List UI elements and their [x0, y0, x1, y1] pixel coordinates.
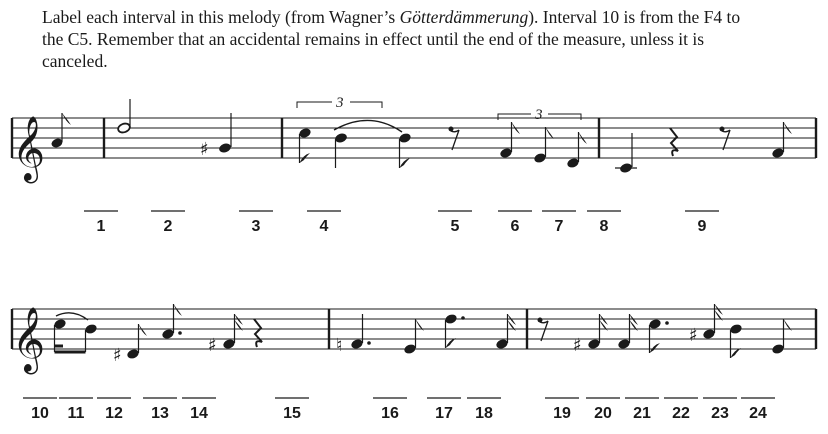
- interval-number-label: 23: [711, 405, 729, 422]
- sharp-icon: ♯: [200, 139, 209, 160]
- interval-number-label: 7: [554, 218, 564, 235]
- interval-number-label: 3: [251, 218, 261, 235]
- sharp-icon: ♯: [689, 325, 698, 346]
- opera-title: Götterdämmerung: [399, 7, 529, 27]
- interval-number-label: 18: [475, 405, 493, 422]
- triplet-number: 3: [535, 107, 543, 123]
- interval-number-label: 11: [67, 405, 85, 422]
- interval-number-label: 13: [151, 405, 169, 422]
- interval-number-label: 5: [450, 218, 460, 235]
- interval-number-label: 1: [96, 218, 106, 235]
- instructions-lead: Label each interval in this melody (from Wagner’s: [42, 7, 400, 27]
- interval-number-label: 21: [633, 405, 651, 422]
- sharp-icon: ♯: [573, 335, 582, 356]
- interval-number-label: 24: [749, 405, 767, 422]
- notes-system-1: [50, 99, 792, 174]
- answer-blanks-row-2: [23, 398, 775, 422]
- interval-number-label: 19: [553, 405, 571, 422]
- treble-clef-icon: 𝄞: [12, 116, 46, 181]
- interval-number-label: 2: [163, 218, 173, 235]
- interval-number-label: 8: [599, 218, 609, 235]
- interval-number-label: 4: [319, 218, 329, 235]
- treble-clef-icon: 𝄞: [12, 307, 46, 372]
- interval-number-label: 17: [435, 405, 453, 422]
- interval-number-label: 12: [105, 405, 123, 422]
- interval-number-label: 22: [672, 405, 690, 422]
- interval-number-label: 6: [510, 218, 520, 235]
- interval-number-label: 10: [31, 405, 49, 422]
- interval-number-label: 14: [190, 405, 208, 422]
- answer-blanks-row-1: [84, 211, 719, 235]
- notes-system-2: [53, 304, 792, 366]
- interval-number-label: 15: [283, 405, 301, 422]
- interval-number-label: 20: [594, 405, 612, 422]
- interval-number-label: 16: [381, 405, 399, 422]
- sharp-icon: ♯: [113, 345, 122, 366]
- interval-number-label: 9: [697, 218, 707, 235]
- triplet-number: 3: [336, 95, 344, 111]
- staff-system-1: [12, 118, 816, 158]
- instructions-tail: ). Interval 10 is from the F4 to the C5. Remember that an accidental remains in effect until the end of the measure, unless it is canceled.: [42, 7, 741, 71]
- natural-icon: ♮: [336, 335, 343, 356]
- sharp-icon: ♯: [208, 335, 217, 356]
